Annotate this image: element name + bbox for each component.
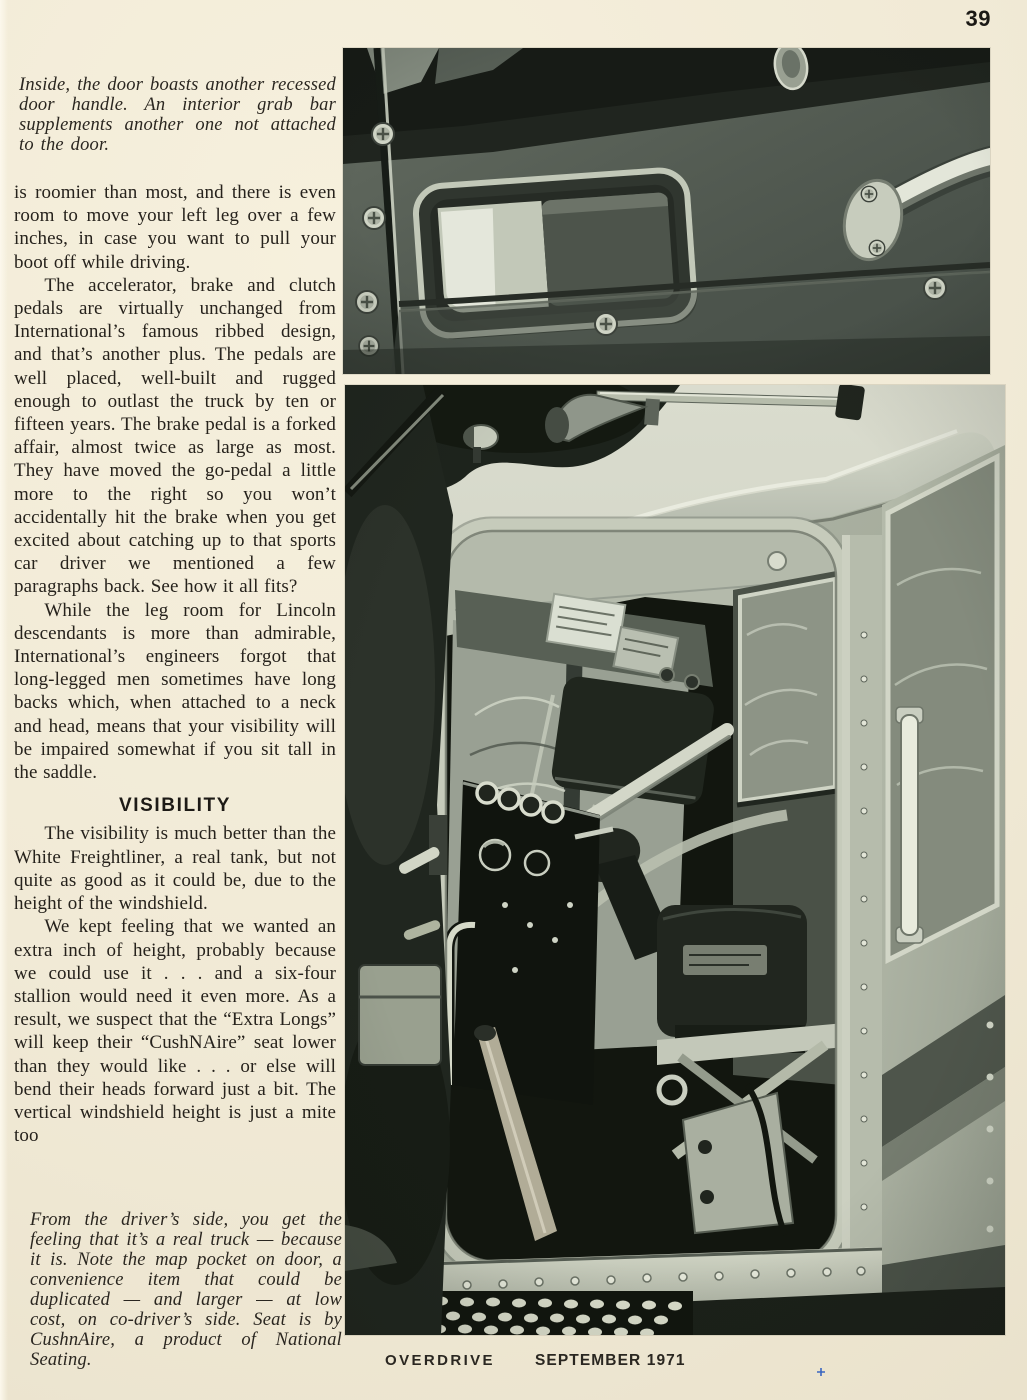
article-paragraph: We kept feeling that we wanted an extra inch of height, probably because we could use it . . . and a six-four stallion would need it even more. As a result, we suspect that the “Extra Longs” will keep their “CushNAire” seat lower than they would like . . . or else will bend their heads forward just a bit. The vertical windshield height is just a mite too — [14, 916, 336, 1147]
scan-mark — [817, 1363, 825, 1371]
article-paragraph: While the leg room for Lincoln descendants is more than admirable, International’s engineers forgot that long-legged men sometimes have long backs which, when attached to a neck and head, means that your visibility will be impaired somewhat if you sit tall in the saddle. — [14, 599, 336, 784]
door-detail-illustration — [343, 48, 990, 374]
magazine-title: OVERDRIVE — [385, 1352, 495, 1369]
article-paragraph: is roomier than most, and there is even room to move your left leg over a few inches, in case you want to pull your boot off while driving. — [14, 182, 336, 273]
photo-door-detail — [343, 48, 990, 374]
photo-cab-interior — [345, 385, 1005, 1335]
page-footer — [385, 1352, 686, 1370]
cab-interior-illustration — [345, 385, 1005, 1335]
page-number: 39 — [965, 6, 991, 31]
issue-date: SEPTEMBER 1971 — [534, 1352, 686, 1369]
photo-caption-top: Inside, the door boasts another recessed door handle. An interior grab bar supplements another one not attached to the door. — [19, 74, 336, 155]
section-heading: VISIBILITY — [118, 795, 232, 817]
photo-caption-bottom: From the driver’s side, you get the feeling that it’s a real truck — because it is. Note the map pocket on door, a convenience item that could be duplicated — and larger — at low cost, on co-driver’s side. Seat is by CushnAire, a product of National Seating. — [30, 1209, 342, 1370]
article-paragraph: The accelerator, brake and clutch pedals are virtually unchanged from International’s famous ribbed design, and that’s another plus. The pedals are well placed, well-built and rugged enough to outlast the truck by ten or fifteen years. The brake pedal is a forked affair, almost twice as large as most. They have moved the go-pedal a little more to the right so you won’t accidentally hit the brake when you get excited about catching up to that sports car driver we mentioned a few paragraphs back. See how it all fits? — [14, 274, 336, 598]
article-paragraph: The visibility is much better than the White Freightliner, a real tank, but not quite as good as it could be, due to the height of the windshield. — [14, 823, 336, 915]
article-column — [14, 181, 336, 1147]
